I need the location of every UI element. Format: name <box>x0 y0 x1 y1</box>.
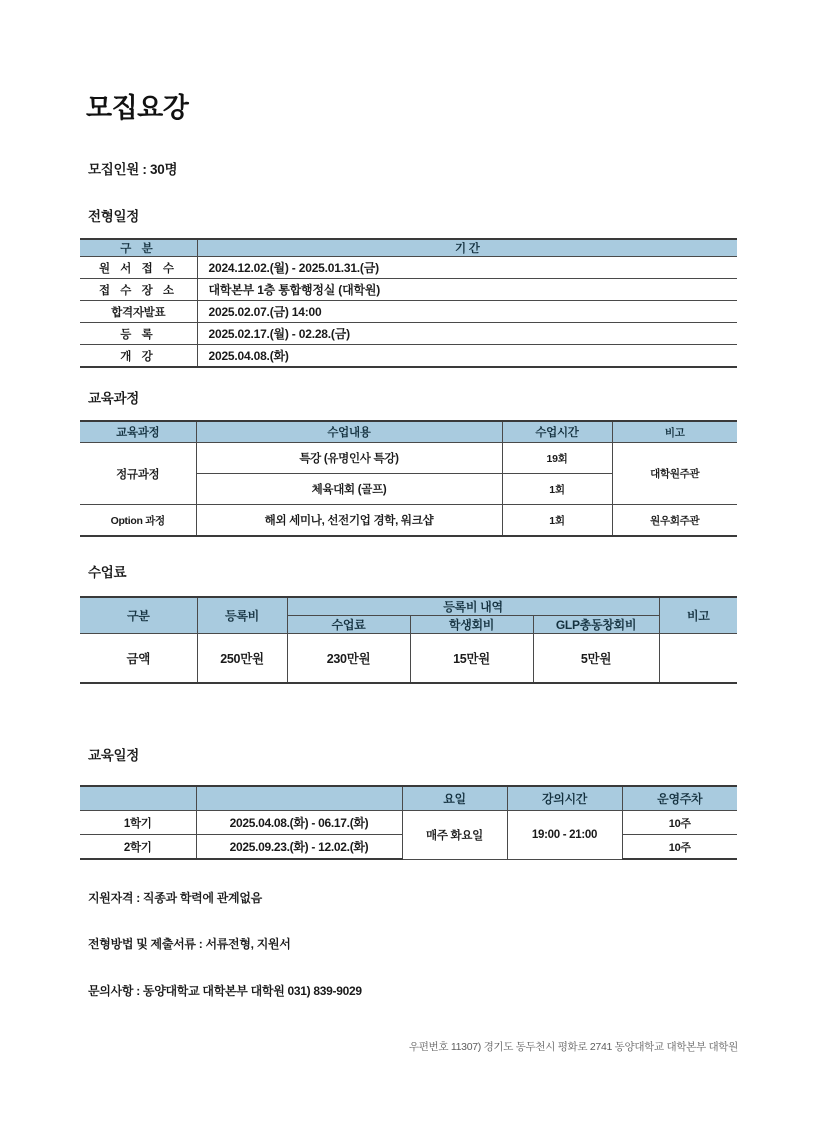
section-heading-schedule: 전형일정 <box>88 209 139 224</box>
col-header-category: 구 분 <box>80 239 197 257</box>
row-label-registration: 등 록 <box>80 323 197 345</box>
table-row <box>80 811 737 835</box>
table-row <box>80 257 737 279</box>
section-heading-tuition: 수업료 <box>88 565 127 580</box>
col-header-period-blank <box>196 786 402 811</box>
row-label-opening: 개 강 <box>80 345 197 368</box>
cell-class-day: 매주 화요일 <box>402 811 507 860</box>
cell-hours-option: 1회 <box>502 505 612 537</box>
col-header-note: 비고 <box>659 597 737 634</box>
row-value-registration: 2025.02.17.(월) - 02.28.(금) <box>197 323 737 345</box>
note-application-method: 전형방법 및 제출서류 : 서류전형, 지원서 <box>88 937 291 951</box>
cell-total-fee: 250만원 <box>197 634 287 684</box>
cell-note-alumni-assoc: 원우회주관 <box>612 505 737 537</box>
row-value-announcement: 2025.02.07.(금) 14:00 <box>197 301 737 323</box>
cell-tuition-fee: 230만원 <box>287 634 410 684</box>
col-header-hours: 수업시간 <box>502 421 612 443</box>
section-heading-academic: 교육일정 <box>88 748 139 763</box>
col-header-term-blank <box>80 786 196 811</box>
cell-content-lecture: 특강 (유명인사 특강) <box>196 443 502 474</box>
row-label-application: 원 서 접 수 <box>80 257 197 279</box>
cell-term-1: 1학기 <box>80 811 196 835</box>
section-heading-curriculum: 교육과정 <box>88 391 139 406</box>
cell-content-sports: 체육대회 (골프) <box>196 474 502 505</box>
table-row <box>80 345 737 368</box>
note-contact: 문의사항 : 동양대학교 대학본부 대학원 031) 839-9029 <box>88 984 362 998</box>
col-header-course: 교육과정 <box>80 421 196 443</box>
row-value-opening: 2025.04.08.(화) <box>197 345 737 368</box>
table-header-row-top <box>80 597 737 616</box>
col-header-total-fee: 등록비 <box>197 597 287 634</box>
col-header-note: 비고 <box>612 421 737 443</box>
cell-course-option: Option 과정 <box>80 505 196 537</box>
col-header-weeks: 운영주차 <box>622 786 737 811</box>
cell-amount-label: 금액 <box>80 634 197 684</box>
col-header-tuition: 수업료 <box>287 616 410 634</box>
col-header-alumni-fee: GLP총동창회비 <box>533 616 659 634</box>
footer-address: 우편번호 11307) 경기도 동두천시 평화로 2741 동양대학교 대학본부 대학원 <box>408 1041 738 1053</box>
intake-count: 모집인원 : 30명 <box>88 162 178 177</box>
col-header-category: 구분 <box>80 597 197 634</box>
page-title: 모집요강 <box>86 93 189 123</box>
cell-course-regular: 정규과정 <box>80 443 196 505</box>
table-row <box>80 301 737 323</box>
table-row <box>80 443 737 474</box>
col-header-period: 기 간 <box>197 239 737 257</box>
table-header-row <box>80 239 737 257</box>
cell-tuition-note <box>659 634 737 684</box>
cell-period-1: 2025.04.08.(화) - 06.17.(화) <box>196 811 402 835</box>
cell-note-graduate-school: 대학원주관 <box>612 443 737 505</box>
academic-calendar-table <box>80 785 737 860</box>
cell-content-option: 해외 세미나, 선전기업 경학, 워크샵 <box>196 505 502 537</box>
cell-hours-lecture: 19회 <box>502 443 612 474</box>
row-value-application: 2024.12.02.(월) - 2025.01.31.(금) <box>197 257 737 279</box>
tuition-fee-table <box>80 596 737 684</box>
row-label-announcement: 합격자발표 <box>80 301 197 323</box>
row-label-location: 접 수 장 소 <box>80 279 197 301</box>
table-row <box>80 323 737 345</box>
table-header-row <box>80 421 737 443</box>
cell-hours-sports: 1회 <box>502 474 612 505</box>
col-header-lecture-time: 강의시간 <box>507 786 622 811</box>
table-row <box>80 634 737 684</box>
admission-schedule-table <box>80 238 737 368</box>
row-value-location: 대학본부 1층 통합행정실 (대학원) <box>197 279 737 301</box>
col-header-student-fee: 학생회비 <box>410 616 533 634</box>
table-row <box>80 505 737 537</box>
curriculum-table <box>80 420 737 537</box>
table-header-row <box>80 786 737 811</box>
cell-term-2: 2학기 <box>80 835 196 860</box>
col-header-content: 수업내용 <box>196 421 502 443</box>
cell-period-2: 2025.09.23.(화) - 12.02.(화) <box>196 835 402 860</box>
cell-class-time: 19:00 - 21:00 <box>507 811 622 860</box>
cell-weeks-2: 10주 <box>622 835 737 860</box>
cell-weeks-1: 10주 <box>622 811 737 835</box>
cell-alumni-fee: 5만원 <box>533 634 659 684</box>
note-eligibility: 지원자격 : 직종과 학력에 관계없음 <box>88 891 262 905</box>
table-row <box>80 279 737 301</box>
col-header-fee-breakdown-group: 등록비 내역 <box>287 597 659 616</box>
cell-student-fee: 15만원 <box>410 634 533 684</box>
col-header-day: 요일 <box>402 786 507 811</box>
